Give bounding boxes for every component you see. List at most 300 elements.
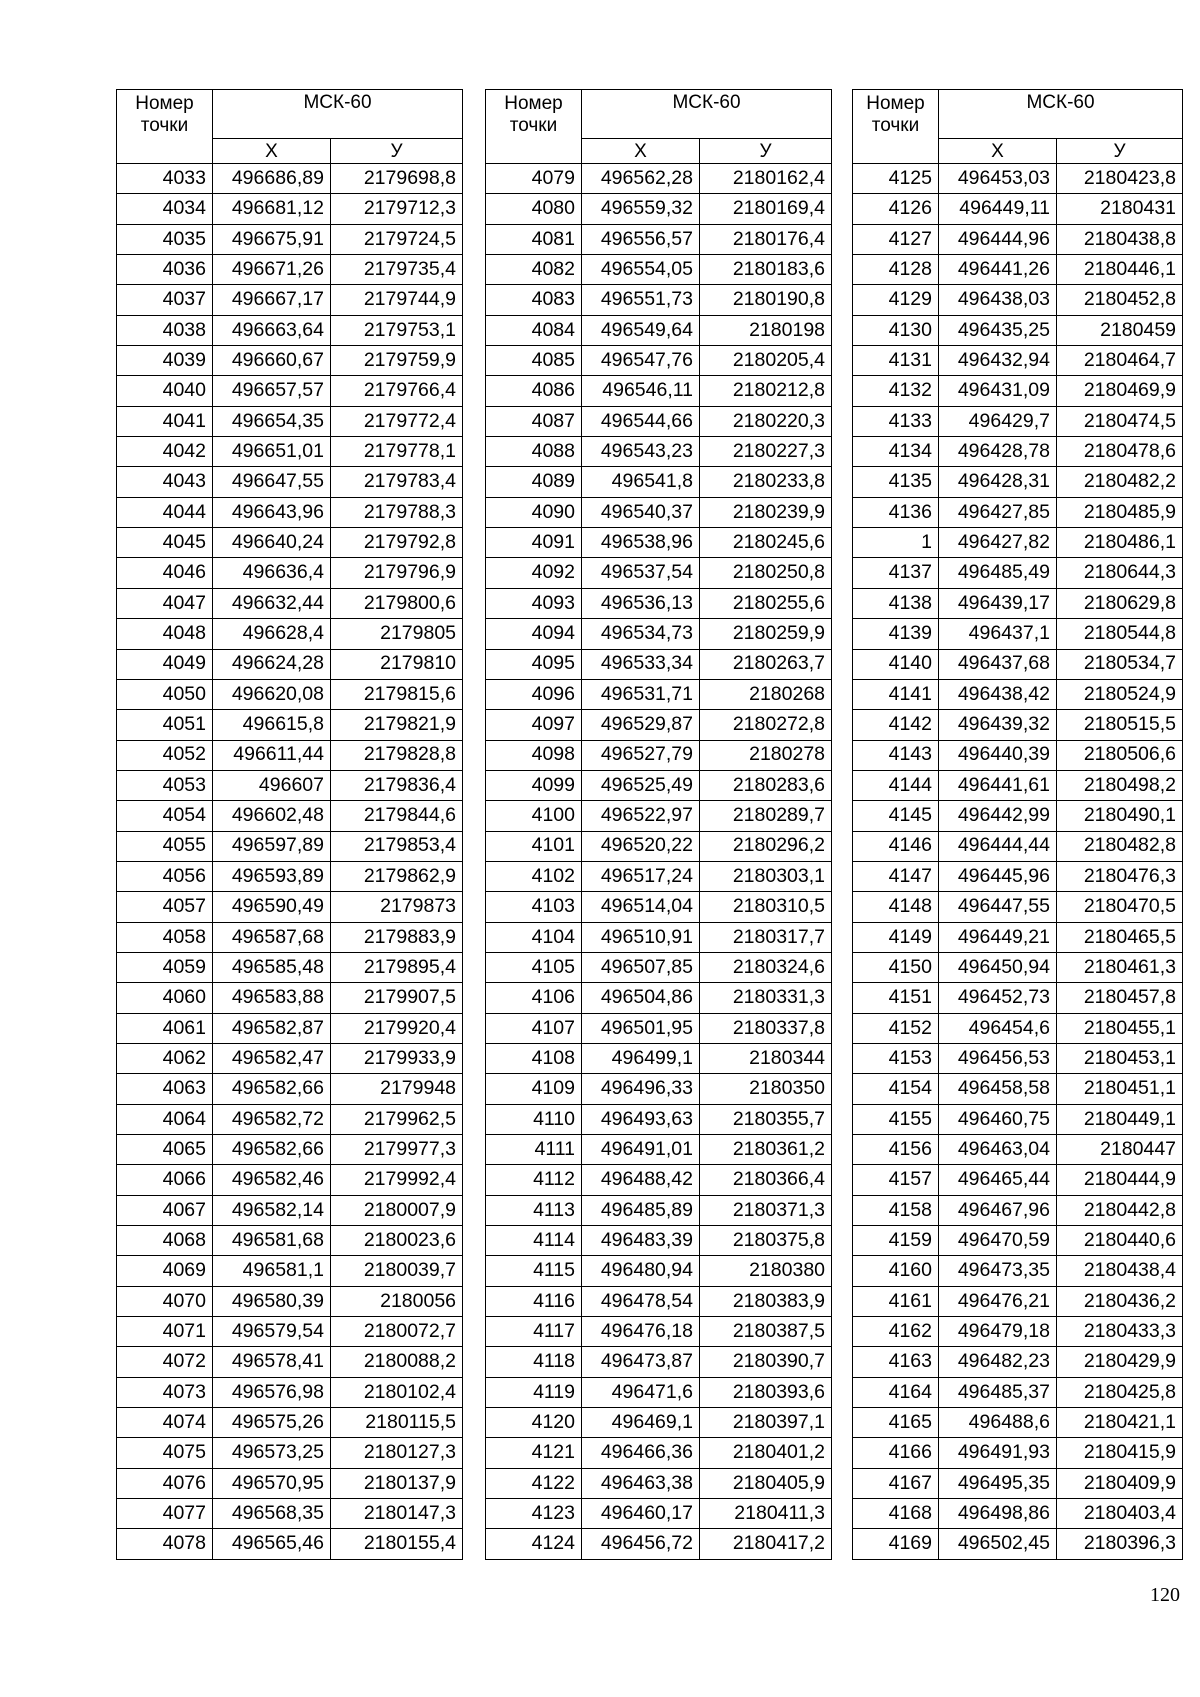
table-row (117, 649, 463, 679)
table-row (853, 892, 1183, 922)
x-coordinate-cell: 496507,85 (582, 952, 700, 982)
point-number-cell: 4096 (486, 679, 582, 709)
table-row (117, 952, 463, 982)
table-body (486, 164, 832, 1560)
x-coordinate-cell: 496460,17 (582, 1499, 700, 1529)
point-number-cell: 1 (853, 528, 939, 558)
x-coordinate-cell: 496534,73 (582, 619, 700, 649)
point-number-cell: 4152 (853, 1013, 939, 1043)
table-row (486, 1013, 832, 1043)
table-body (853, 164, 1183, 1560)
y-coordinate-cell: 2180485,9 (1057, 497, 1183, 527)
table-row (117, 1286, 463, 1316)
x-coordinate-cell: 496454,6 (939, 1013, 1057, 1043)
x-coordinate-cell: 496537,54 (582, 558, 700, 588)
point-number-cell: 4072 (117, 1347, 213, 1377)
table-row (853, 1013, 1183, 1043)
point-number-cell: 4143 (853, 740, 939, 770)
table-row (486, 194, 832, 224)
point-number-cell: 4091 (486, 528, 582, 558)
table-row (853, 801, 1183, 831)
table-row (853, 1438, 1183, 1468)
y-coordinate-cell: 2180433,3 (1057, 1317, 1183, 1347)
x-coordinate-cell: 496667,17 (213, 285, 331, 315)
coordinate-tables (116, 89, 1182, 1562)
y-coordinate-cell: 2180380 (700, 1256, 832, 1286)
y-coordinate-cell: 2180438,4 (1057, 1256, 1183, 1286)
point-number-cell: 4058 (117, 922, 213, 952)
table-row (486, 1468, 832, 1498)
x-coordinate-cell: 496493,63 (582, 1104, 700, 1134)
point-number-cell: 4090 (486, 497, 582, 527)
y-coordinate-cell: 2180176,4 (700, 224, 832, 254)
point-number-cell: 4162 (853, 1317, 939, 1347)
point-number-cell: 4044 (117, 497, 213, 527)
table-row (853, 1529, 1183, 1559)
y-coordinate-cell: 2180629,8 (1057, 588, 1183, 618)
table-row (486, 1195, 832, 1225)
x-coordinate-cell: 496480,94 (582, 1256, 700, 1286)
table-row (853, 831, 1183, 861)
y-coordinate-cell: 2180476,3 (1057, 861, 1183, 891)
table-row (486, 1438, 832, 1468)
point-number-cell: 4060 (117, 983, 213, 1013)
x-coordinate-cell: 496681,12 (213, 194, 331, 224)
y-coordinate-cell: 2180375,8 (700, 1226, 832, 1256)
table-row (117, 1317, 463, 1347)
x-coordinate-cell: 496583,88 (213, 983, 331, 1013)
y-coordinate-cell: 2179766,4 (331, 376, 463, 406)
x-coordinate-cell: 496517,24 (582, 861, 700, 891)
table-row (853, 1468, 1183, 1498)
point-number-cell: 4125 (853, 164, 939, 194)
y-coordinate-cell: 2180444,9 (1057, 1165, 1183, 1195)
y-coordinate-cell: 2179948 (331, 1074, 463, 1104)
point-number-cell: 4135 (853, 467, 939, 497)
y-coordinate-cell: 2180436,2 (1057, 1286, 1183, 1316)
y-coordinate-cell: 2180007,9 (331, 1195, 463, 1225)
x-coordinate-cell: 496581,68 (213, 1226, 331, 1256)
y-coordinate-cell: 2180278 (700, 740, 832, 770)
table-row (486, 1074, 832, 1104)
point-number-cell: 4168 (853, 1499, 939, 1529)
table-row (853, 497, 1183, 527)
x-coordinate-cell: 496540,37 (582, 497, 700, 527)
x-coordinate-cell: 496485,89 (582, 1195, 700, 1225)
table-row (853, 710, 1183, 740)
x-coordinate-cell: 496460,75 (939, 1104, 1057, 1134)
y-coordinate-cell: 2179805 (331, 619, 463, 649)
table-row (117, 1074, 463, 1104)
table-row (117, 861, 463, 891)
table-row (486, 1135, 832, 1165)
x-coordinate-cell: 496636,4 (213, 558, 331, 588)
y-coordinate-cell: 2180272,8 (700, 710, 832, 740)
x-coordinate-cell: 496485,37 (939, 1377, 1057, 1407)
point-number-cell: 4130 (853, 315, 939, 345)
point-number-cell: 4150 (853, 952, 939, 982)
y-coordinate-cell: 2180250,8 (700, 558, 832, 588)
x-coordinate-cell: 496438,03 (939, 285, 1057, 315)
x-coordinate-cell: 496575,26 (213, 1408, 331, 1438)
table-row (486, 528, 832, 558)
table-row (853, 740, 1183, 770)
point-number-cell: 4109 (486, 1074, 582, 1104)
point-number-cell: 4037 (117, 285, 213, 315)
x-coordinate-cell: 496456,72 (582, 1529, 700, 1559)
point-number-cell: 4056 (117, 861, 213, 891)
point-number-cell: 4043 (117, 467, 213, 497)
table-row (117, 255, 463, 285)
point-number-cell: 4097 (486, 710, 582, 740)
y-coordinate-cell: 2180259,9 (700, 619, 832, 649)
table-row (853, 770, 1183, 800)
y-coordinate-cell: 2180457,8 (1057, 983, 1183, 1013)
table-row (486, 558, 832, 588)
x-coordinate-cell: 496427,82 (939, 528, 1057, 558)
x-coordinate-cell: 496671,26 (213, 255, 331, 285)
table-row (117, 1347, 463, 1377)
y-coordinate-cell: 2179712,3 (331, 194, 463, 224)
y-coordinate-cell: 2179800,6 (331, 588, 463, 618)
x-coordinate-cell: 496473,87 (582, 1347, 700, 1377)
y-coordinate-cell: 2179810 (331, 649, 463, 679)
table-row (486, 1286, 832, 1316)
y-coordinate-cell: 2180245,6 (700, 528, 832, 558)
table-row (853, 467, 1183, 497)
y-coordinate-cell: 2180115,5 (331, 1408, 463, 1438)
point-number-cell: 4140 (853, 649, 939, 679)
point-number-cell: 4071 (117, 1317, 213, 1347)
y-coordinate-cell: 2180423,8 (1057, 164, 1183, 194)
page-number: 120 (1150, 1584, 1180, 1606)
y-coordinate-cell: 2179815,6 (331, 679, 463, 709)
table-row (853, 1043, 1183, 1073)
y-coordinate-cell: 2180411,3 (700, 1499, 832, 1529)
y-coordinate-cell: 2180331,3 (700, 983, 832, 1013)
point-number-cell: 4118 (486, 1347, 582, 1377)
table-row (853, 1226, 1183, 1256)
y-coordinate-cell: 2180469,9 (1057, 376, 1183, 406)
y-coordinate-cell: 2180397,1 (700, 1408, 832, 1438)
table-row (486, 831, 832, 861)
y-coordinate-cell: 2180442,8 (1057, 1195, 1183, 1225)
point-number-cell: 4120 (486, 1408, 582, 1438)
table-row (853, 194, 1183, 224)
point-number-cell: 4104 (486, 922, 582, 952)
table-row (486, 1317, 832, 1347)
table-row (117, 1104, 463, 1134)
x-coordinate-cell: 496482,23 (939, 1347, 1057, 1377)
y-coordinate-cell: 2179772,4 (331, 406, 463, 436)
table-row (853, 285, 1183, 315)
x-coordinate-cell: 496570,95 (213, 1468, 331, 1498)
table-row (486, 497, 832, 527)
table-row (486, 406, 832, 436)
table-row (853, 376, 1183, 406)
table-row (117, 497, 463, 527)
table-row (853, 1347, 1183, 1377)
x-coordinate-cell: 496525,49 (582, 770, 700, 800)
y-coordinate-cell: 2180644,3 (1057, 558, 1183, 588)
table-row (486, 922, 832, 952)
x-coordinate-cell: 496469,1 (582, 1408, 700, 1438)
point-number-cell: 4151 (853, 983, 939, 1013)
point-number-cell: 4035 (117, 224, 213, 254)
table-row (486, 1165, 832, 1195)
y-coordinate-cell: 2180464,7 (1057, 346, 1183, 376)
table-row (486, 892, 832, 922)
y-coordinate-cell: 2180470,5 (1057, 892, 1183, 922)
y-coordinate-cell: 2180453,1 (1057, 1043, 1183, 1073)
x-coordinate-cell: 496628,4 (213, 619, 331, 649)
y-coordinate-cell: 2180482,8 (1057, 831, 1183, 861)
y-coordinate-cell: 2180255,6 (700, 588, 832, 618)
y-coordinate-cell: 2180421,1 (1057, 1408, 1183, 1438)
point-number-cell: 4144 (853, 770, 939, 800)
x-coordinate-cell: 496491,01 (582, 1135, 700, 1165)
x-coordinate-cell: 496439,32 (939, 710, 1057, 740)
y-coordinate-cell: 2180337,8 (700, 1013, 832, 1043)
table-row (117, 619, 463, 649)
table-row (486, 346, 832, 376)
y-coordinate-cell: 2180310,5 (700, 892, 832, 922)
x-coordinate-cell: 496437,68 (939, 649, 1057, 679)
table-row (117, 467, 463, 497)
x-coordinate-cell: 496543,23 (582, 437, 700, 467)
table-row (486, 164, 832, 194)
x-coordinate-cell: 496651,01 (213, 437, 331, 467)
point-number-cell: 4105 (486, 952, 582, 982)
x-coordinate-cell: 496686,89 (213, 164, 331, 194)
table-row (486, 1256, 832, 1286)
y-coordinate-cell: 2180396,3 (1057, 1529, 1183, 1559)
x-coordinate-cell: 496463,38 (582, 1468, 700, 1498)
y-coordinate-cell: 2180474,5 (1057, 406, 1183, 436)
point-number-cell: 4064 (117, 1104, 213, 1134)
x-coordinate-cell: 496463,04 (939, 1135, 1057, 1165)
x-coordinate-cell: 496565,46 (213, 1529, 331, 1559)
x-coordinate-cell: 496647,55 (213, 467, 331, 497)
point-number-cell: 4063 (117, 1074, 213, 1104)
table-row (853, 1135, 1183, 1165)
point-number-cell: 4166 (853, 1438, 939, 1468)
table-row (117, 1529, 463, 1559)
x-coordinate-cell: 496432,94 (939, 346, 1057, 376)
point-number-cell: 4112 (486, 1165, 582, 1195)
y-coordinate-cell: 2179844,6 (331, 801, 463, 831)
x-coordinate-cell: 496440,39 (939, 740, 1057, 770)
table-row (853, 164, 1183, 194)
table-row (117, 588, 463, 618)
point-number-cell: 4068 (117, 1226, 213, 1256)
y-coordinate-cell: 2179724,5 (331, 224, 463, 254)
table-row (486, 588, 832, 618)
point-number-cell: 4121 (486, 1438, 582, 1468)
point-number-cell: 4036 (117, 255, 213, 285)
x-coordinate-cell: 496428,78 (939, 437, 1057, 467)
x-coordinate-cell: 496663,64 (213, 315, 331, 345)
x-coordinate-cell: 496573,25 (213, 1438, 331, 1468)
y-coordinate-cell: 2180088,2 (331, 1347, 463, 1377)
point-number-cell: 4137 (853, 558, 939, 588)
table-row (853, 224, 1183, 254)
point-number-cell: 4116 (486, 1286, 582, 1316)
table-row (486, 315, 832, 345)
y-coordinate-cell: 2180227,3 (700, 437, 832, 467)
y-coordinate-cell: 2180438,8 (1057, 224, 1183, 254)
point-number-cell: 4053 (117, 770, 213, 800)
y-coordinate-cell: 2180506,6 (1057, 740, 1183, 770)
point-number-cell: 4141 (853, 679, 939, 709)
point-number-cell: 4154 (853, 1074, 939, 1104)
point-number-cell: 4146 (853, 831, 939, 861)
table-row (486, 224, 832, 254)
table-row (117, 679, 463, 709)
y-coordinate-cell: 2179992,4 (331, 1165, 463, 1195)
header-y: У (331, 139, 463, 164)
x-coordinate-cell: 496444,96 (939, 224, 1057, 254)
x-coordinate-cell: 496582,46 (213, 1165, 331, 1195)
point-number-cell: 4089 (486, 467, 582, 497)
y-coordinate-cell: 2180459 (1057, 315, 1183, 345)
point-number-cell: 4041 (117, 406, 213, 436)
y-coordinate-cell: 2180072,7 (331, 1317, 463, 1347)
header-x: X (582, 139, 700, 164)
x-coordinate-cell: 496620,08 (213, 679, 331, 709)
y-coordinate-cell: 2179977,3 (331, 1135, 463, 1165)
x-coordinate-cell: 496445,96 (939, 861, 1057, 891)
point-number-cell: 4132 (853, 376, 939, 406)
x-coordinate-cell: 496435,25 (939, 315, 1057, 345)
x-coordinate-cell: 496632,44 (213, 588, 331, 618)
x-coordinate-cell: 496520,22 (582, 831, 700, 861)
y-coordinate-cell: 2180515,5 (1057, 710, 1183, 740)
coordinate-table-1 (116, 89, 463, 1560)
y-coordinate-cell: 2180147,3 (331, 1499, 463, 1529)
x-coordinate-cell: 496437,1 (939, 619, 1057, 649)
table-row (853, 1499, 1183, 1529)
table-row (486, 1529, 832, 1559)
point-number-cell: 4113 (486, 1195, 582, 1225)
point-number-cell: 4106 (486, 983, 582, 1013)
point-number-cell: 4048 (117, 619, 213, 649)
x-coordinate-cell: 496562,28 (582, 164, 700, 194)
point-number-cell: 4049 (117, 649, 213, 679)
x-coordinate-cell: 496582,87 (213, 1013, 331, 1043)
table-row (486, 255, 832, 285)
point-number-cell: 4126 (853, 194, 939, 224)
table-row (853, 315, 1183, 345)
table-row (117, 558, 463, 588)
header-y: У (700, 139, 832, 164)
table-row (853, 437, 1183, 467)
x-coordinate-cell: 496488,6 (939, 1408, 1057, 1438)
x-coordinate-cell: 496657,57 (213, 376, 331, 406)
point-number-cell: 4052 (117, 740, 213, 770)
table-row (853, 558, 1183, 588)
table-row (117, 1499, 463, 1529)
y-coordinate-cell: 2180355,7 (700, 1104, 832, 1134)
y-coordinate-cell: 2180482,2 (1057, 467, 1183, 497)
point-number-cell: 4100 (486, 801, 582, 831)
header-coordinate-system: МСК-60 (939, 90, 1183, 139)
coordinate-table-2 (485, 89, 832, 1560)
y-coordinate-cell: 2179907,5 (331, 983, 463, 1013)
table-row (853, 1377, 1183, 1407)
y-coordinate-cell: 2180056 (331, 1286, 463, 1316)
x-coordinate-cell: 496467,96 (939, 1195, 1057, 1225)
x-coordinate-cell: 496590,49 (213, 892, 331, 922)
table-row (486, 952, 832, 982)
table-row (117, 740, 463, 770)
table-row (117, 770, 463, 800)
point-number-cell: 4108 (486, 1043, 582, 1073)
y-coordinate-cell: 2180350 (700, 1074, 832, 1104)
x-coordinate-cell: 496533,34 (582, 649, 700, 679)
x-coordinate-cell: 496576,98 (213, 1377, 331, 1407)
x-coordinate-cell: 496510,91 (582, 922, 700, 952)
x-coordinate-cell: 496559,32 (582, 194, 700, 224)
table-row (853, 406, 1183, 436)
point-number-cell: 4067 (117, 1195, 213, 1225)
x-coordinate-cell: 496442,99 (939, 801, 1057, 831)
point-number-cell: 4077 (117, 1499, 213, 1529)
table-row (486, 740, 832, 770)
x-coordinate-cell: 496458,58 (939, 1074, 1057, 1104)
y-coordinate-cell: 2180524,9 (1057, 679, 1183, 709)
table-row (117, 1135, 463, 1165)
point-number-cell: 4055 (117, 831, 213, 861)
point-number-cell: 4128 (853, 255, 939, 285)
x-coordinate-cell: 496607 (213, 770, 331, 800)
point-number-cell: 4094 (486, 619, 582, 649)
x-coordinate-cell: 496504,86 (582, 983, 700, 1013)
table-row (486, 285, 832, 315)
point-number-cell: 4088 (486, 437, 582, 467)
y-coordinate-cell: 2180039,7 (331, 1256, 463, 1286)
point-number-cell: 4103 (486, 892, 582, 922)
x-coordinate-cell: 496529,87 (582, 710, 700, 740)
y-coordinate-cell: 2179836,4 (331, 770, 463, 800)
y-coordinate-cell: 2180440,6 (1057, 1226, 1183, 1256)
y-coordinate-cell: 2180220,3 (700, 406, 832, 436)
y-coordinate-cell: 2180268 (700, 679, 832, 709)
y-coordinate-cell: 2180451,1 (1057, 1074, 1183, 1104)
x-coordinate-cell: 496581,1 (213, 1256, 331, 1286)
x-coordinate-cell: 496582,72 (213, 1104, 331, 1134)
table-row (117, 831, 463, 861)
table-row (117, 1043, 463, 1073)
point-number-cell: 4129 (853, 285, 939, 315)
point-number-cell: 4039 (117, 346, 213, 376)
point-number-cell: 4160 (853, 1256, 939, 1286)
table-row (117, 376, 463, 406)
x-coordinate-cell: 496473,35 (939, 1256, 1057, 1286)
table-row (117, 1256, 463, 1286)
table-row (853, 1074, 1183, 1104)
point-number-cell: 4110 (486, 1104, 582, 1134)
x-coordinate-cell: 496611,44 (213, 740, 331, 770)
point-number-cell: 4161 (853, 1286, 939, 1316)
x-coordinate-cell: 496485,49 (939, 558, 1057, 588)
table-row (117, 224, 463, 254)
table-row (117, 406, 463, 436)
x-coordinate-cell: 496531,71 (582, 679, 700, 709)
y-coordinate-cell: 2179778,1 (331, 437, 463, 467)
y-coordinate-cell: 2180446,1 (1057, 255, 1183, 285)
header-coordinate-system: МСК-60 (213, 90, 463, 139)
